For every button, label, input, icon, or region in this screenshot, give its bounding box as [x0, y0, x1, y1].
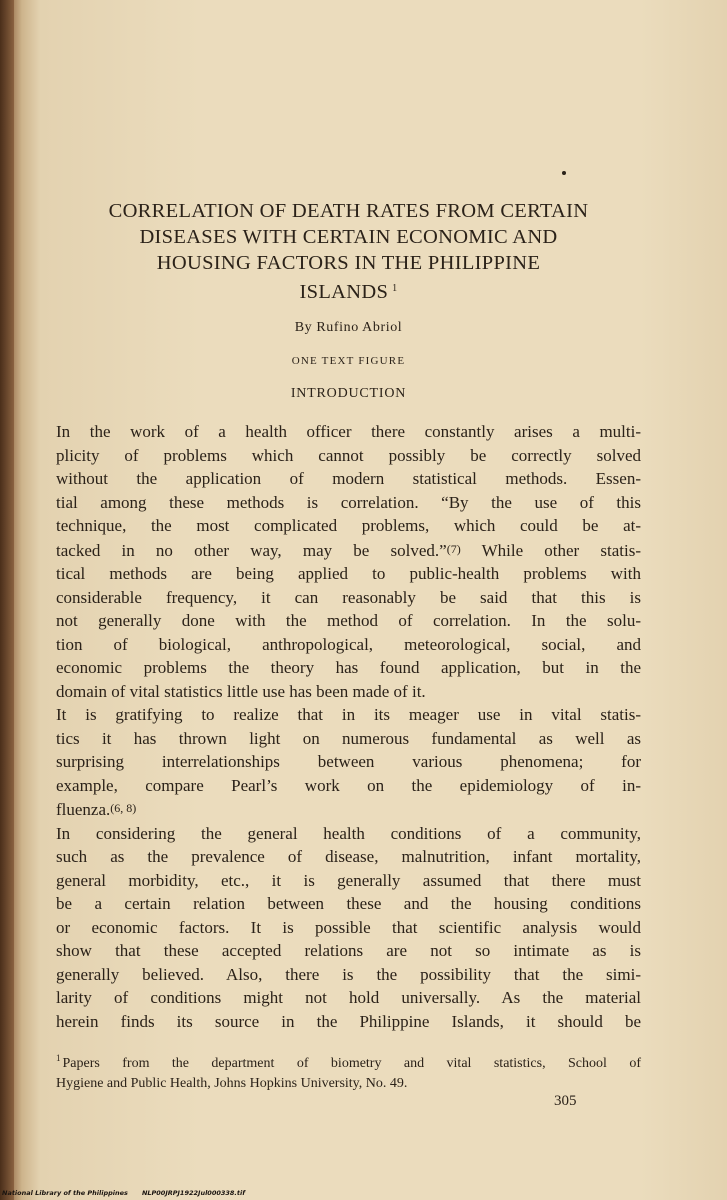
body-line: plicity of problems which cannot possibly be correctly solved: [56, 445, 641, 465]
body-line: be a certain relation between these and the housing conditions: [56, 894, 641, 913]
page-number: 305: [554, 1093, 577, 1109]
footnote-mark: 1: [56, 1053, 61, 1063]
section-heading: INTRODUCTION: [290, 386, 407, 401]
body-line-with-citation: [56, 538, 641, 563]
body-line: economic problems the theory has found application, but in the: [56, 658, 641, 677]
body-line: surprising interrelationships between various phenomena; for: [56, 752, 641, 771]
body-line: tion of biological, anthropological, meteorological, social, and: [56, 634, 641, 654]
body-line: not generally done with the method of correlation. In the solu-: [56, 611, 641, 630]
body-line-with-citation: [56, 797, 641, 822]
title-line: CORRELATION OF DEATH RATES FROM CERTAIN: [108, 200, 589, 222]
figure-note: ONE TEXT FIGURE: [291, 355, 406, 367]
scan-footer: [0, 1186, 302, 1200]
body-line: technique, the most complicated problems, which could be at-: [56, 516, 641, 535]
author-byline: By Rufino Abriol: [294, 320, 403, 335]
title-footnote-mark: 1: [392, 283, 398, 294]
body-line: In considering the general health conditions of a community,: [56, 823, 641, 843]
footnote-text: Papers from the department of biometry and vital statistics, School of: [62, 1056, 641, 1071]
article-title: [56, 198, 641, 305]
body-text-fragment: fluenza.: [56, 800, 111, 819]
body-line: such as the prevalence of disease, malnutrition, infant mortality,: [56, 847, 641, 866]
body-line: generally believed. Also, there is the possibility that the simi-: [56, 964, 641, 984]
scan-institution: National Library of the Philippines: [2, 1189, 128, 1197]
footnote-line: Hygiene and Public Health, Johns Hopkins University, No. 49.: [56, 1076, 408, 1091]
ink-speck: [562, 171, 566, 175]
body-line: show that these accepted relations are not so intimate as is: [56, 941, 641, 960]
body-line: considerable frequency, it can reasonably be said that this is: [56, 587, 641, 607]
citation: (6, 8): [110, 801, 137, 815]
body-line: example, compare Pearl’s work on the epidemiology of in-: [56, 775, 641, 795]
body-line: tial among these methods is correlation. “By the use of this: [56, 492, 641, 512]
title-line-last: [56, 276, 641, 305]
title-line: DISEASES WITH CERTAIN ECONOMIC AND: [139, 226, 558, 248]
footnote: [56, 1048, 641, 1094]
body-line: In the work of a health officer there constantly arises a multi-: [56, 422, 641, 441]
body-line: It is gratifying to realize that in its meager use in vital statis-: [56, 705, 641, 724]
body-line: domain of vital statistics little use has been made of it.: [56, 681, 426, 701]
body-text-fragment: tacked in no other way, may be solved.”: [56, 540, 447, 560]
title-line-text: ISLANDS: [299, 281, 389, 303]
body-line: tics it has thrown light on numerous fundamental as well as: [56, 728, 641, 748]
body-line: larity of conditions might not hold universally. As the material: [56, 988, 641, 1007]
body-text: [56, 420, 641, 1033]
body-text-fragment: While other statis-: [481, 540, 641, 560]
body-line: herein finds its source in the Philippine Islands, it should be: [56, 1011, 641, 1031]
title-line: HOUSING FACTORS IN THE PHILIPPINE: [156, 252, 541, 274]
book-binding-edge: [0, 0, 14, 1200]
body-line: or economic factors. It is possible that scientific analysis would: [56, 917, 641, 937]
citation: (7): [446, 541, 461, 556]
body-line: tical methods are being applied to public-health problems with: [56, 564, 641, 583]
scan-file-id: NLP00JRPJ1922Jul000338.tif: [141, 1189, 246, 1197]
footnote-line: [56, 1048, 641, 1074]
body-line: without the application of modern statistical methods. Essen-: [56, 469, 641, 488]
body-line: general morbidity, etc., it is generally assumed that there must: [56, 870, 641, 890]
